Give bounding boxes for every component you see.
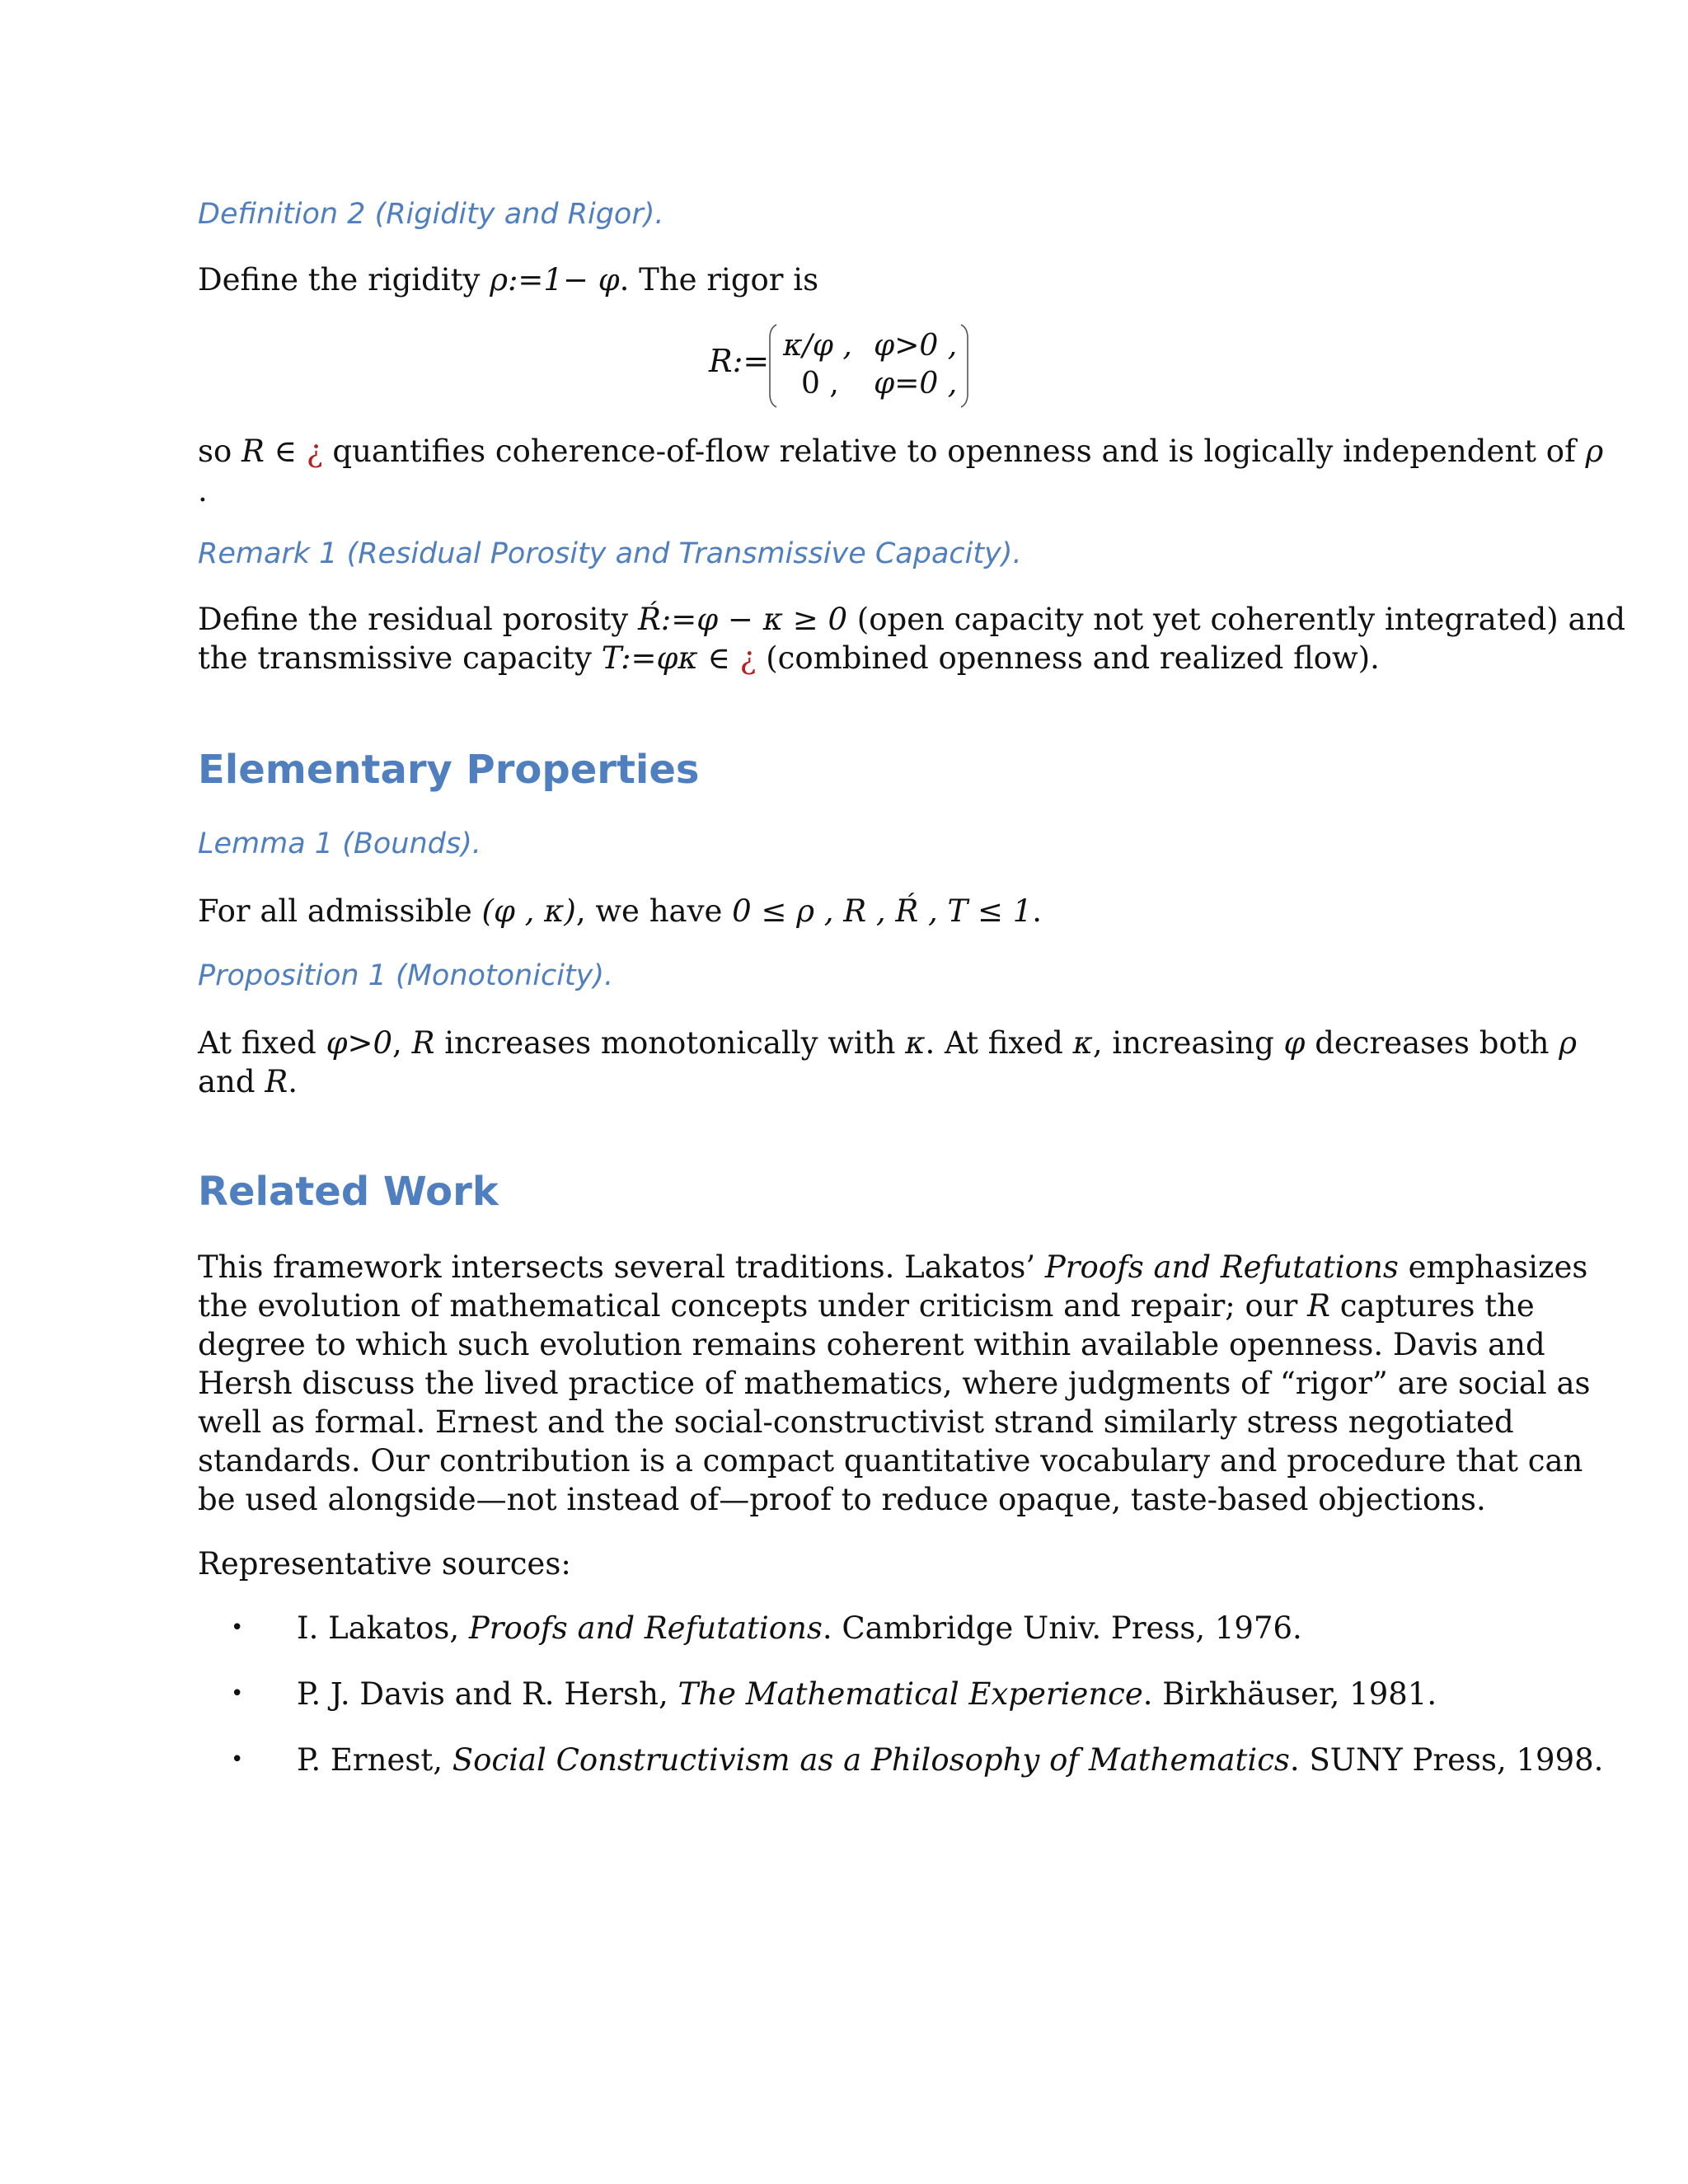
- missing-glyph: ¿: [739, 640, 757, 676]
- definition-2-line-2: [198, 432, 1604, 471]
- text-run: (combined openness and realized flow).: [756, 640, 1380, 676]
- related-line-3: degree to which such evolution remains coherent within available openness. Davis and: [198, 1327, 1545, 1362]
- text-run: increases monotonically with: [434, 1025, 906, 1061]
- text-run: ,: [392, 1025, 412, 1061]
- text-run: decreases both: [1305, 1025, 1559, 1061]
- source-author: P. Ernest,: [297, 1742, 452, 1778]
- math-pair: (φ , κ): [481, 893, 576, 929]
- related-line-1: [198, 1248, 1588, 1286]
- text-run: Define the residual porosity: [198, 602, 638, 637]
- text-run: (open capacity not yet coherently integrated) and: [847, 602, 1626, 637]
- related-line-7: be used alongside—not instead of—proof to reduce opaque, taste-based objections.: [198, 1482, 1486, 1517]
- text-run: emphasizes: [1398, 1249, 1588, 1285]
- source-author: I. Lakatos,: [297, 1610, 469, 1646]
- definition-2-line-3: .: [198, 473, 208, 509]
- text-run: the evolution of mathematical concepts under criticism and repair; our: [198, 1288, 1308, 1324]
- related-line-4: Hersh discuss the lived practice of mathematics, where judgments of “rigor” are social as: [198, 1366, 1591, 1401]
- definition-2-line-1: [198, 260, 1500, 299]
- lemma-1-text: [198, 892, 1500, 930]
- proposition-1-label: Proposition 1 (Monotonicity).: [198, 959, 614, 992]
- related-line-2: [198, 1286, 1535, 1325]
- case-2-condition: φ=0 ,: [874, 367, 958, 401]
- section-heading-elementary-properties: Elementary Properties: [198, 747, 700, 793]
- math-element-of: ∈: [697, 640, 740, 676]
- formula-lhs: R:=: [709, 343, 770, 379]
- source-publisher: . Birkhäuser, 1981.: [1142, 1676, 1437, 1712]
- text-run: and: [198, 1064, 265, 1099]
- text-run: , increasing: [1092, 1025, 1284, 1061]
- case-1-expression: κ/φ ,: [783, 329, 852, 363]
- related-line-6: standards. Our contribution is a compact quantitative vocabulary and procedure that can: [198, 1443, 1583, 1479]
- case-1-condition: φ>0 ,: [874, 329, 958, 363]
- math-rho-definition: ρ:=1− φ: [490, 262, 620, 298]
- text-run: Define the rigidity: [198, 262, 490, 298]
- remark-1-line-1: [198, 600, 1626, 639]
- related-line-5: well as formal. Ernest and the social-constructivist strand similarly stress negotiated: [198, 1404, 1514, 1440]
- remark-1-line-2: [198, 639, 1500, 677]
- text-run: , we have: [575, 893, 733, 929]
- sources-label: Representative sources:: [198, 1546, 571, 1582]
- math-residual-porosity: Ŕ:=φ − κ ≥ 0: [637, 602, 848, 637]
- missing-glyph: ¿: [306, 434, 323, 469]
- math-run: ρ: [1559, 1025, 1577, 1061]
- math-bounds: 0 ≤ ρ , R , Ŕ , T ≤ 1: [732, 893, 1033, 929]
- bullet: •: [231, 1747, 244, 1772]
- source-publisher: . SUNY Press, 1998.: [1289, 1742, 1604, 1778]
- section-heading-related-work: Related Work: [198, 1169, 499, 1215]
- math-run: φ: [1283, 1025, 1306, 1061]
- math-R: R: [1307, 1288, 1330, 1324]
- source-author: P. J. Davis and R. Hersh,: [297, 1676, 678, 1712]
- text-run: At fixed: [198, 1025, 326, 1061]
- math-element-of: ∈: [264, 434, 307, 469]
- definition-2-label: Definition 2 (Rigidity and Rigor).: [198, 198, 664, 231]
- text-run: quantifies coherence-of-flow relative to openness and is logically independent of: [322, 434, 1586, 469]
- proposition-1-line-2: [198, 1062, 1500, 1101]
- text-run: This framework intersects several traditions. Lakatos’: [198, 1249, 1045, 1285]
- proposition-1-line-1: [198, 1024, 1577, 1062]
- text-run: the transmissive capacity: [198, 640, 602, 676]
- text-run: .: [288, 1064, 298, 1099]
- math-rho: ρ: [1585, 434, 1604, 469]
- source-title: The Mathematical Experience: [678, 1676, 1143, 1712]
- math-run: R: [411, 1025, 435, 1061]
- bullet: •: [231, 1615, 244, 1640]
- case-2-expression: 0 ,: [801, 367, 839, 401]
- text-run: so: [198, 434, 242, 469]
- text-run: captures the: [1329, 1288, 1535, 1324]
- rigor-formula: [709, 321, 989, 412]
- text-run: . At fixed: [925, 1025, 1073, 1061]
- book-title: Proofs and Refutations: [1044, 1249, 1399, 1285]
- math-transmissive-capacity: T:=φκ: [601, 640, 698, 676]
- remark-1-label: Remark 1 (Residual Porosity and Transmissive Capacity).: [198, 537, 1022, 570]
- bullet: •: [231, 1681, 244, 1706]
- math-run: φ>0: [326, 1025, 393, 1061]
- math-R: R: [241, 434, 265, 469]
- math-run: R: [265, 1064, 288, 1099]
- source-title: Social Constructivism as a Philosophy of Mathematics: [452, 1742, 1290, 1778]
- lemma-1-label: Lemma 1 (Bounds).: [198, 827, 481, 860]
- text-run: .: [1032, 893, 1043, 929]
- text-run: For all admissible: [198, 893, 482, 929]
- source-publisher: . Cambridge Univ. Press, 1976.: [822, 1610, 1302, 1646]
- math-run: κ: [905, 1025, 926, 1061]
- text-run: . The rigor is: [619, 262, 819, 298]
- source-title: Proofs and Refutations: [468, 1610, 823, 1646]
- math-run: κ: [1072, 1025, 1093, 1061]
